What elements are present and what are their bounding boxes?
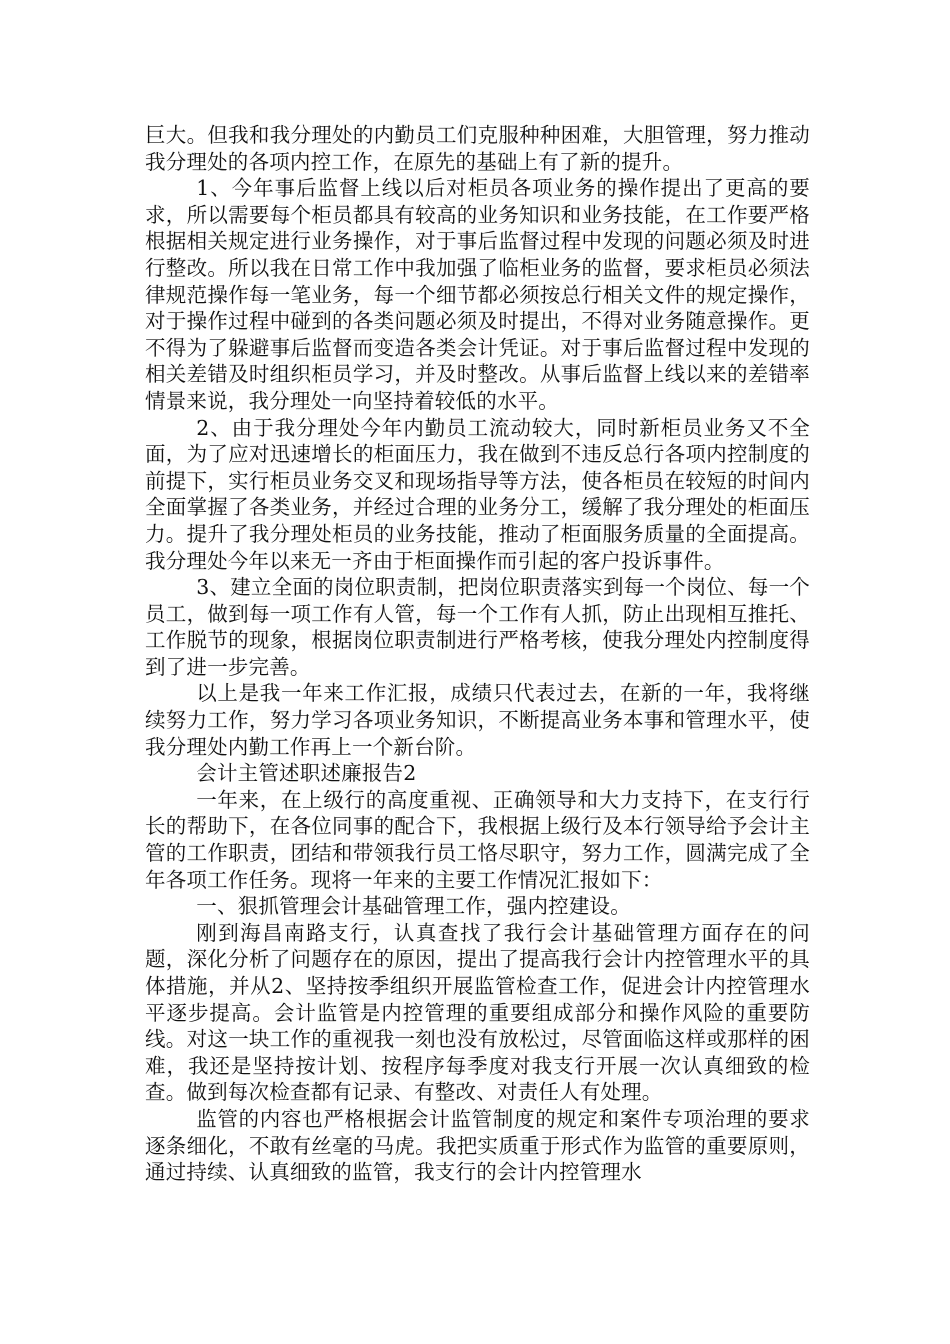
document-body [145,122,810,1186]
paragraph-supervision: 监管的内容也严格根据会计监管制度的规定和案件专项治理的要求逐条细化，不敢有丝毫的马虎。我把实质重于形式作为监管的重要原则，通过持续、认真细致的监管，我支行的会计内控管理水 [145,1106,810,1185]
section-heading-1: 一、狠抓管理会计基础管理工作，强内控建设。 [196,894,631,919]
paragraph-item-3: 3、建立全面的岗位职责制，把岗位职责落实到每一个岗位、每一个员工，做到每一项工作有人管，每一个工作有人抓，防止出现相互推托、工作脱节的现象，根据岗位职责制进行严格考核，使我分理处内控制度得到了进一步完善。 [145,575,810,679]
paragraph-item-1: 1、今年事后监督上线以后对柜员各项业务的操作提出了更高的要求，所以需要每个柜员都具有较高的业务知识和业务技能，在工作要严格根据相关规定进行业务操作，对于事后监督过程中发现的问题必须及时进行整改。所以我在日常工作中我加强了临柜业务的监督，要求柜员必须法律规范操作每一笔业务，每一个细节都必须按总行相关文件的规定操作，对于操作过程中碰到的各类问题必须及时提出，不得对业务随意操作。更不得为了躲避事后监督而变造各类会计凭证。对于事后监督过程中发现的相关差错及时组织柜员学习，并及时整改。从事后监督上线以来的差错率情景来说，我分理处一向坚持着较低的水平。 [145,176,810,413]
report-title: 会计主管述职述廉报告2 [196,761,417,786]
paragraph-section-1-body: 刚到海昌南路支行，认真查找了我行会计基础管理方面存在的问题，深化分析了问题存在的原因，提出了提高我行会计内控管理水平的具体措施，并从2、坚持按季组织开展监管检查工作，促进会计内控管理水平逐步提高。会计监管是内控管理的重要组成部分和操作风险的重要防线。对这一块工作的重视我一刻也没有放松过，尽管面临这样或那样的困难，我还是坚持按计划、按程序每季度对我支行开展一次认真细致的检查。做到每次检查都有记录、有整改、对责任人有处理。 [145,920,810,1105]
paragraph-item-2: 2、由于我分理处今年内勤员工流动较大，同时新柜员业务又不全面，为了应对迅速增长的柜面压力，我在做到不违反总行各项内控制度的前提下，实行柜员业务交叉和现场指导等方法，使各柜员在较短的时间内全面掌握了各类业务，并经过合理的业务分工，缓解了我分理处的柜面压力。提升了我分理处柜员的业务技能，推动了柜面服务质量的全面提高。我分理处今年以来无一齐由于柜面操作而引起的客户投诉事件。 [145,415,810,573]
paragraph-summary: 以上是我一年来工作汇报，成绩只代表过去，在新的一年，我将继续努力工作，努力学习各项业务知识，不断提高业务本事和管理水平，使我分理处内勤工作再上一个新台阶。 [145,681,810,759]
paragraph-report-intro: 一年来，在上级行的高度重视、正确领导和大力支持下，在支行行长的帮助下，在各位同事的配合下，我根据上级行及本行领导给予会计主管的工作职责，团结和带领我行员工恪尽职守，努力工作，圆满完成了全年各项工作任务。现将一年来的主要工作情况汇报如下： [145,787,810,892]
paragraph-intro-continuation: 巨大。但我和我分理处的内勤员工们克服种种困难，大胆管理，努力推动我分理处的各项内控工作，在原先的基础上有了新的提升。 [145,123,810,174]
